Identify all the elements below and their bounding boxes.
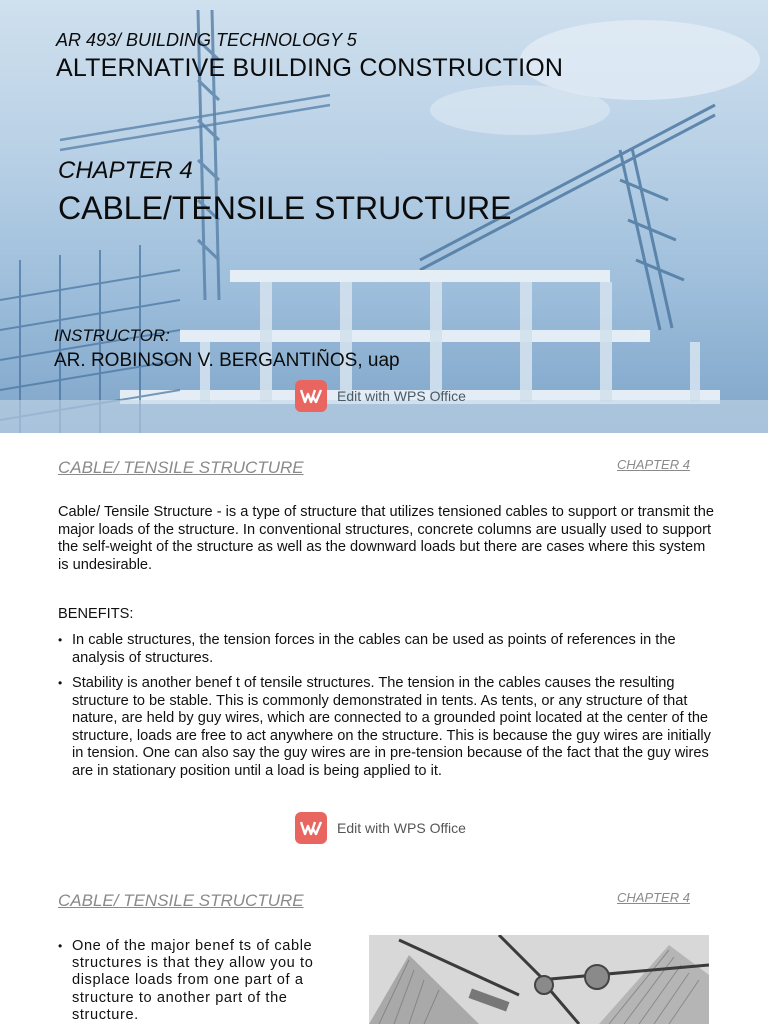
wps-logo-icon <box>295 380 327 412</box>
cover-slide <box>0 0 768 433</box>
tensile-structure-photo <box>369 935 709 1024</box>
slide-heading: CABLE/ TENSILE STRUCTURE <box>58 891 304 910</box>
slide-chapter-tag: CHAPTER 4 <box>617 890 690 905</box>
chapter-label: CHAPTER 4 <box>58 157 193 184</box>
list-item: • Stability is another benef t of tensile structures. The tension in the cables causes the resulting structure to be stable. This is commonly demonstrated in tents. As tents, or any structure of that nature, are held by guy wires, which are connected to a grounded point located at the center of the structure, loads are free to act anywhere on the structure. This is because the guy wires are initially in tension. One can also say the guy wires are in pre-tension because of the fact that the guy wires are in stationary position until a load is being applied to it. <box>58 675 718 780</box>
slide-heading: CABLE/ TENSILE STRUCTURE <box>58 458 304 477</box>
benefits-label: BENEFITS: <box>58 606 134 622</box>
list-item: • One of the major benef ts of cable structures is that they allow you to displace loads from one part of a structure to another part of the structure. <box>58 938 348 1024</box>
course-title: ALTERNATIVE BUILDING CONSTRUCTION <box>56 54 564 82</box>
benefits-list <box>58 632 718 788</box>
instructor-label: INSTRUCTOR: <box>54 326 170 345</box>
course-code: AR 493/ BUILDING TECHNOLOGY 5 <box>56 30 357 50</box>
slide-chapter-tag: CHAPTER 4 <box>617 457 690 472</box>
wps-watermark[interactable] <box>295 812 466 844</box>
wps-logo-icon <box>295 812 327 844</box>
definition-term: Cable/ Tensile Structure <box>58 504 213 520</box>
tensile-roof-illustration <box>369 935 709 1024</box>
wps-watermark[interactable] <box>295 380 466 412</box>
wps-label: Edit with WPS Office <box>337 820 466 836</box>
definition-paragraph <box>58 504 718 574</box>
chapter-title: CABLE/TENSILE STRUCTURE <box>58 190 512 226</box>
instructor-name: AR. ROBINSON V. BERGANTIÑOS, uap <box>54 350 400 371</box>
wps-label: Edit with WPS Office <box>337 388 466 404</box>
slide3-list <box>58 938 348 1024</box>
list-item: • In cable structures, the tension forces in the cables can be used as points of references in the analysis of structures. <box>58 632 718 667</box>
definition-text: - is a type of structure that utilizes tensioned cables to support or transmit the major loads of the structure. In conventional structures, concrete columns are usually used to support the self-weight of the structure as well as the downward loads but there are cases where this system is undesirable. <box>58 504 714 573</box>
